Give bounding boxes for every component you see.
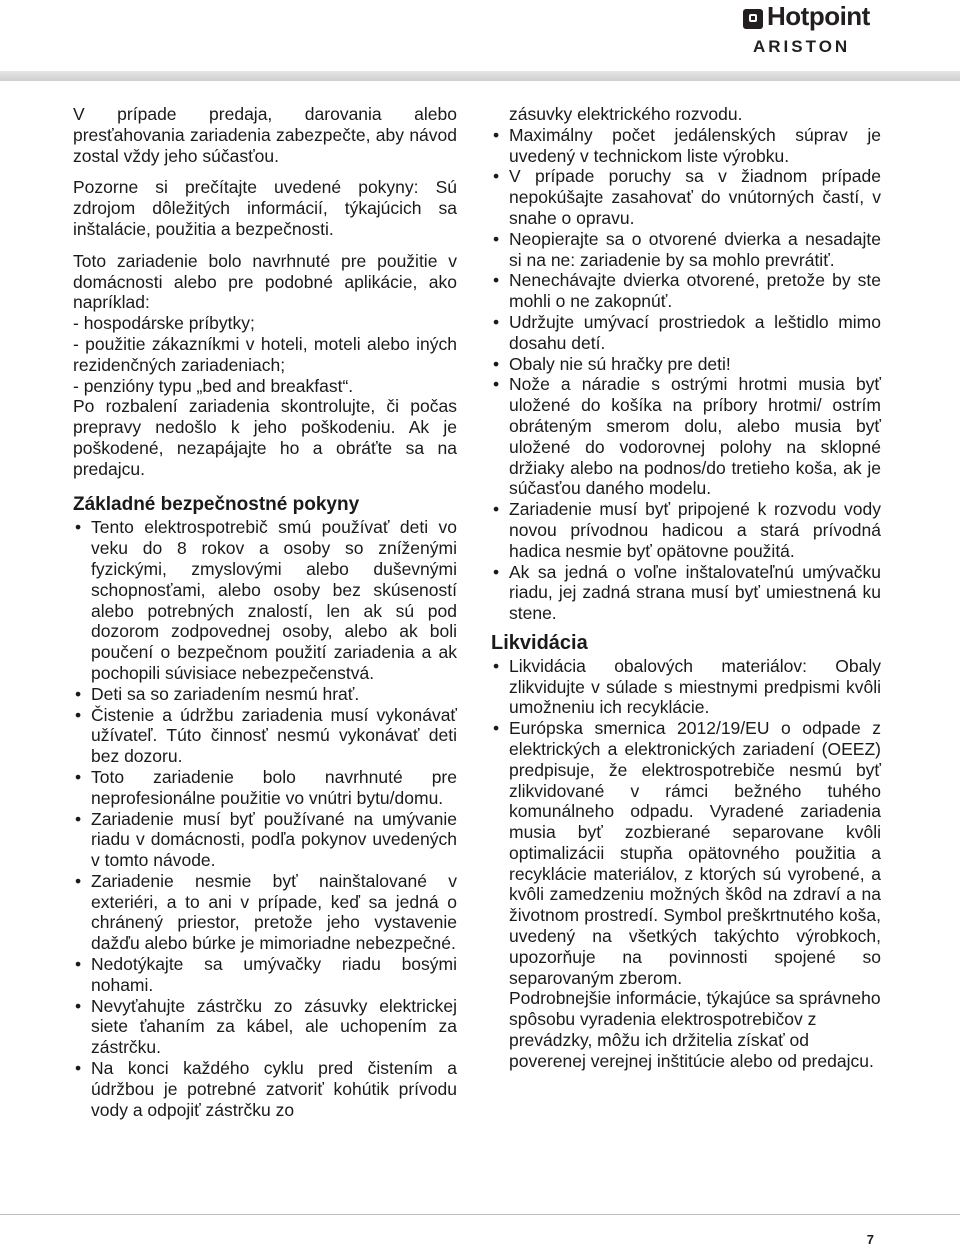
bullet-icon: • [493, 124, 500, 145]
list-item: • Tento elektrospotrebič smú používať deti vo veku do 8 rokov a osoby so zníženými fyzickými, zmyslovými alebo duševnými schopnosťami, alebo osoby bez skúseností alebo potrebných znalostí, len ak sú pod dozorom zodpovednej osoby, alebo ak boli poučení o bezpečnom použití zariadenia a ak pochopili súvisiace nebezpečenstvá. [75, 517, 457, 683]
intro-paragraph: Toto zariadenie bolo navrhnuté pre použitie v domácnosti alebo pre podobné aplikácie, ako napríklad: [73, 250, 457, 313]
list-item: • Obaly nie sú hračky pre deti! [493, 353, 731, 374]
list-item: • Udržujte umývací prostriedok a leštidlo mimo dosahu detí. [493, 311, 881, 353]
bullet-icon: • [75, 704, 82, 725]
right-column [491, 104, 881, 1072]
list-item: • Zariadenie nesmie byť nainštalované v exteriéri, a to ani v prípade, keď sa jedná o chránený priestor, pretože jeho vystavenie dažďu alebo búrke je mimoriadne nebezpečné. [75, 870, 457, 954]
bullet-icon: • [493, 499, 500, 520]
bullet-icon: • [493, 228, 500, 249]
list-item: • Čistenie a údržbu zariadenia musí vykonávať užívateľ. Túto činnosť nesmú vykonávať deti bez dozoru. [75, 704, 457, 767]
intro-paragraph: Po rozbalení zariadenia skontrolujte, či počas prepravy nedošlo k jeho poškodeniu. Ak je poškodené, nezapájajte ho a obráťte sa na predajcu. [73, 396, 457, 479]
list-item: • Zariadenie musí byť používané na umývanie riadu v domácnosti, podľa pokynov uvedených v tomto návode. [75, 808, 457, 871]
footer-divider [0, 1214, 960, 1215]
usage-item: - hospodárske príbytky; [73, 313, 255, 334]
brand-mark-icon [743, 9, 763, 29]
bullet-icon: • [75, 683, 82, 704]
closing-paragraph: Podrobnejšie informácie, týkajúce sa správneho spôsobu vyradenia elektrospotrebičov z prevádzky, môžu ich držitelia získať od poverenej verejnej inštitúcie alebo od predajcu. [509, 988, 881, 1071]
list-item: • Maximálny počet jedálenských súprav je uvedený v technickom liste výrobku. [493, 124, 881, 166]
list-item: • Na konci každého cyklu pred čistením a údržbou je potrebné zatvoriť kohútik prívodu vody a odpojiť zástrčku zo [75, 1058, 457, 1120]
bullet-icon: • [75, 766, 82, 787]
intro-paragraph: Pozorne si prečítajte uvedené pokyny: Sú zdrojom dôležitých informácií, týkajúcich sa inštalácie, použitia a bezpečnosti. [73, 177, 457, 239]
list-item: • Nevyťahujte zástrčku zo zásuvky elektrickej siete ťahaním za kábel, ale uchopením za zástrčku. [75, 995, 457, 1058]
list-item: • Toto zariadenie bolo navrhnuté pre neprofesionálne použitie vo vnútri bytu/domu. [75, 766, 457, 808]
page-header [0, 0, 960, 80]
list-item: • Deti sa so zariadením nesmú hrať. [75, 683, 360, 704]
list-item: • Likvidácia obalových materiálov: Obaly zlikvidujte v súlade s miestnymi predpismi kvôli umožneniu ich recyklácie. [493, 655, 881, 718]
bullet-icon: • [493, 353, 500, 374]
left-column [73, 104, 457, 1120]
section-heading-disposal: Likvidácia [491, 631, 588, 654]
bullet-icon: • [493, 270, 500, 291]
continued-text: zásuvky elektrického rozvodu. [509, 104, 743, 124]
page-number: 7 [866, 1232, 874, 1247]
brand-name: Hotpoint [767, 1, 870, 31]
bullet-icon: • [75, 870, 82, 891]
intro-paragraph: V prípade predaja, darovania alebo presťahovania zariadenia zabezpečte, aby návod zostal vždy jeho súčasťou. [73, 104, 457, 166]
bullet-icon: • [493, 561, 500, 582]
list-item: • Nože a náradie s ostrými hrotmi musia byť uložené do košíka na príbory hrotmi/ ostrím obráteným smerom dolu, alebo musia byť uložené do vodorovnej polohy na sklopné držiaky alebo na podnos/do tretieho koša, ak je súčasťou daného modelu. [493, 374, 881, 499]
usage-item: - použitie zákazníkmi v hoteli, moteli alebo iných rezidenčných zariadeniach; [73, 333, 457, 375]
bullet-icon: • [75, 954, 82, 975]
section-heading-safety: Základné bezpečnostné pokyny [73, 493, 360, 515]
bullet-icon: • [493, 311, 500, 332]
list-item: • Zariadenie musí byť pripojené k rozvodu vody novou prívodnou hadicou a stará prívodná hadica nesmie byť opätovne použitá. [493, 499, 881, 561]
list-item: • Neopierajte sa o otvorené dvierka a nesadajte si na ne: zariadenie by sa mohlo prevrátiť. [493, 228, 881, 270]
header-band [0, 71, 960, 81]
bullet-icon: • [75, 517, 82, 538]
usage-item: - penzióny typu „bed and breakfast“. [73, 375, 354, 396]
brand-logo [740, 0, 880, 62]
bullet-icon: • [75, 1058, 82, 1079]
list-item: • Ak sa jedná o voľne inštalovateľnú umývačku riadu, jej zadná strana musí byť umiestnená ku stene. [493, 561, 881, 624]
safety-list [73, 517, 457, 1120]
bullet-icon: • [493, 166, 500, 187]
bullet-icon: • [493, 655, 500, 676]
bullet-icon: • [493, 374, 500, 395]
brand-sub: ARISTON [753, 37, 851, 56]
bullet-icon: • [493, 718, 500, 739]
safety-list-continued [491, 125, 881, 624]
bullet-icon: • [75, 808, 82, 829]
list-item: • Európska smernica 2012/19/EU o odpade z elektrických a elektronických zariadení (OEEZ) predpisuje, že elektrospotrebiče nesmú byť zlikvidované v rámci bežného tuhého komunálneho odpadu. Vyradené zariadenia musia byť zozbierané separovane kvôli optimalizácii stupňa opätovného použitia a recyklácie materiálov, z ktorých sú vyrobené, a kvôli zamedzeniu možných škôd na zdraví a na životnom prostredí. Symbol preškrtnutého koša, uvedený na všetkých takýchto výrobkoch, upozorňuje na povinnosti spojené so separovaným zberom. [493, 718, 881, 988]
disposal-list [491, 656, 881, 989]
list-item: • Nenechávajte dvierka otvorené, pretože by ste mohli o ne zakopnúť. [493, 270, 881, 312]
list-item: • V prípade poruchy sa v žiadnom prípade nepokúšajte zasahovať do vnútorných častí, v snahe o opravu. [493, 166, 881, 228]
list-item: • Nedotýkajte sa umývačky riadu bosými nohami. [75, 954, 457, 995]
bullet-icon: • [75, 995, 82, 1016]
